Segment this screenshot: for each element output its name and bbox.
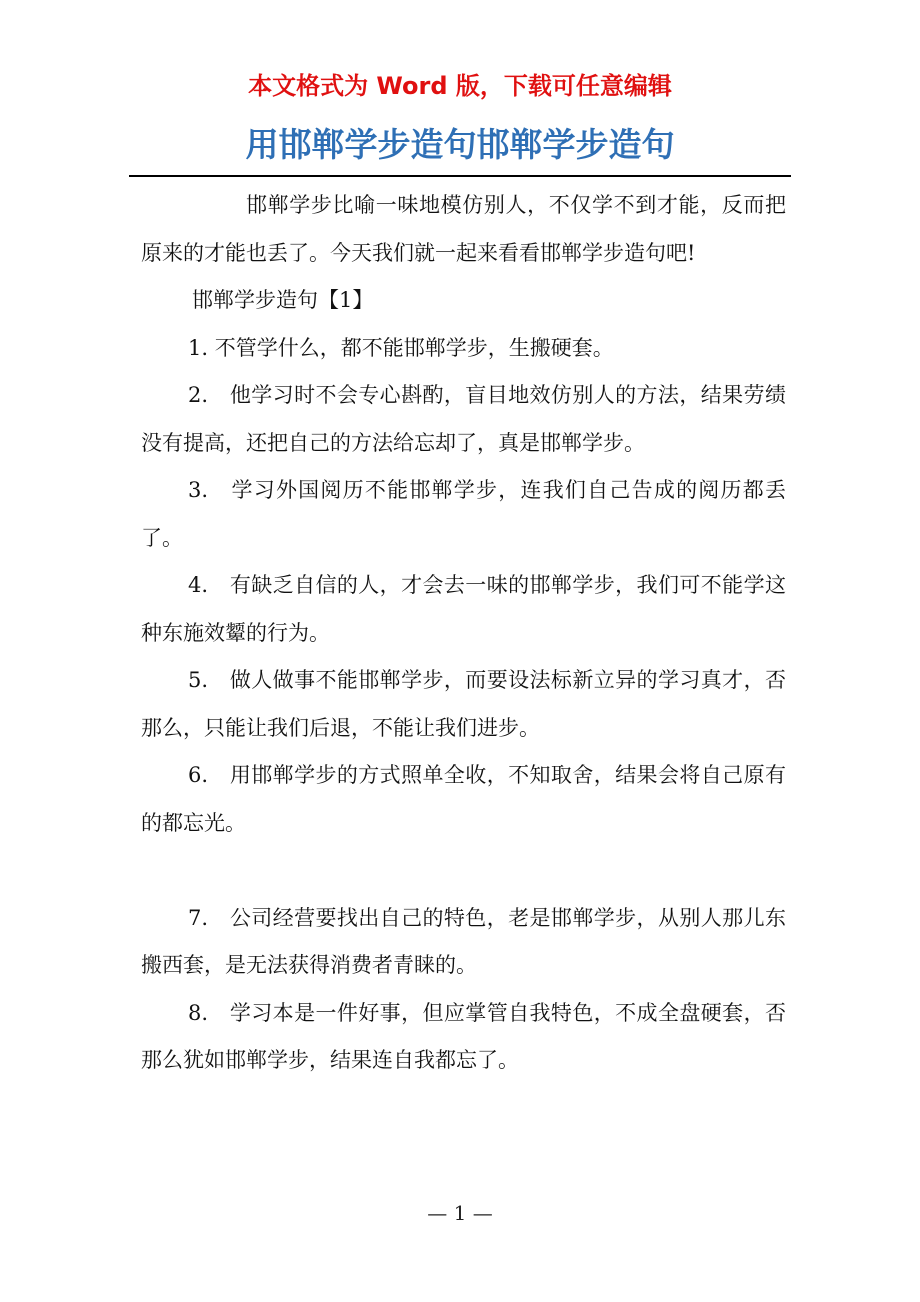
sentence-item-8: 8. 学习本是一件好事，但应掌管自我特色，不成全盘硬套，否那么犹如邯郸学步，结果连自我都忘了。 — [141, 1000, 786, 1072]
sentence-item-5: 5. 做人做事不能邯郸学步，而要设法标新立异的学习真才，否那么，只能让我们后退，不能让我们进步。 — [141, 668, 786, 740]
intro-paragraph: 邯郸学步比喻一味地模仿别人，不仅学不到才能，反而把原来的才能也丢了。今天我们就一起来看看邯郸学步造句吧! — [141, 193, 786, 265]
title-divider — [129, 175, 791, 177]
sentence-item-7: 7. 公司经营要找出自己的特色，老是邯郸学步，从别人那儿东搬西套，是无法获得消费者青睐的。 — [141, 905, 786, 977]
sentence-item-6: 6. 用邯郸学步的方式照单全收，不知取舍，结果会将自己原有的都忘光。 — [141, 763, 786, 835]
format-notice: 本文格式为 Word 版，下载可任意编辑 — [248, 72, 672, 100]
sentence-item-4: 4. 有缺乏自信的人，才会去一味的邯郸学步，我们可不能学这种东施效颦的行为。 — [141, 573, 786, 645]
page-number: — 1 — — [427, 1201, 493, 1225]
document-title: 用邯郸学步造句邯郸学步造句 — [245, 125, 675, 164]
section-heading: 邯郸学步造句【1】 — [192, 288, 374, 312]
paragraph-gap — [141, 847, 786, 895]
document-body — [141, 182, 786, 1085]
sentence-item-2: 2. 他学习时不会专心斟酌，盲目地效仿别人的方法，结果劳绩没有提高，还把自己的方法给忘却了，真是邯郸学步。 — [141, 383, 786, 455]
sentence-item-3: 3. 学习外国阅历不能邯郸学步，连我们自己告成的阅历都丢了。 — [141, 478, 786, 550]
sentence-item-1: 1. 不管学什么，都不能邯郸学步，生搬硬套。 — [188, 335, 614, 360]
